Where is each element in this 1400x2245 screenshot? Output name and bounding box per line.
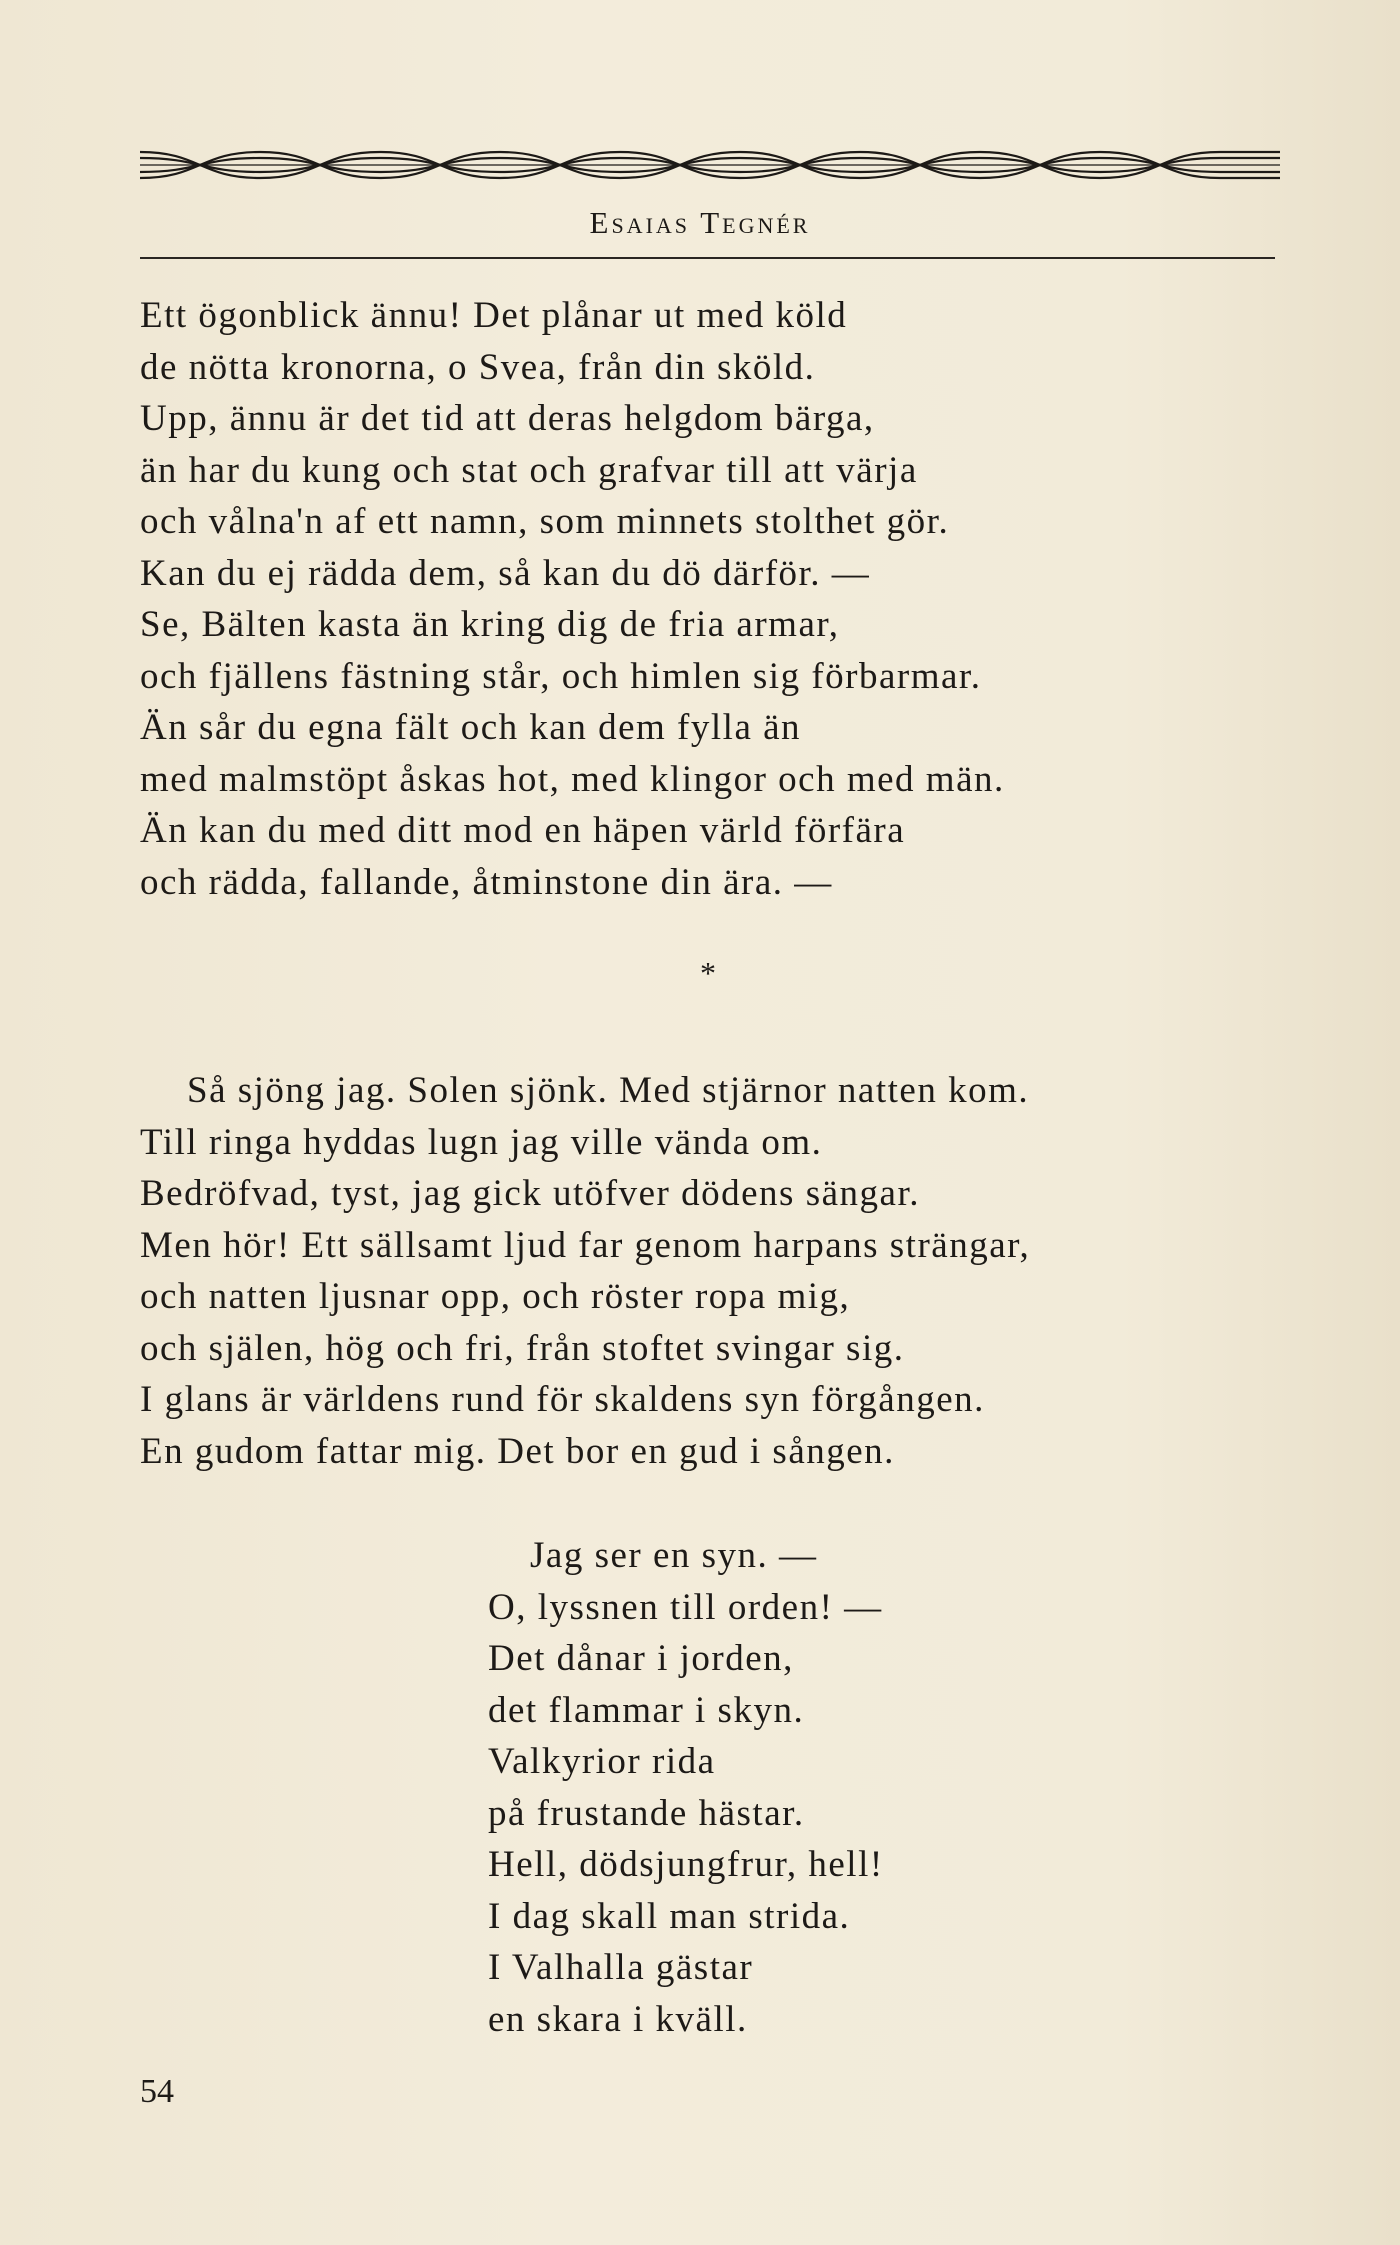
poem-line: på frustande hästar. [488, 1792, 805, 1834]
poem-line: Se, Bälten kasta än kring dig de fria armar, [140, 604, 840, 645]
decorative-border-ornament [140, 138, 1280, 188]
poem-line: Kan du ej rädda dem, så kan du dö därför. — [140, 552, 871, 594]
poem-line: Valkyrior rida [488, 1741, 716, 1782]
poem-line: Än sår du egna fält och kan dem fylla än [140, 707, 802, 748]
poem-line: än har du kung och stat och grafvar till att värja [140, 449, 918, 491]
poem-line: I Valhalla gästar [488, 1947, 754, 1988]
poem-line: Det dånar i jorden, [488, 1638, 794, 1679]
poem-line: O, lyssnen till orden! — [488, 1586, 883, 1628]
poem-line: Hell, dödsjungfrur, hell! [488, 1844, 884, 1885]
running-head: Esaias Tegnér [589, 205, 811, 240]
poem-stanza-3 [488, 1530, 884, 2045]
poem-stanza-2 [140, 1065, 1030, 1477]
poem-line: Men hör! Ett sällsamt ljud far genom harpans strängar, [140, 1224, 1031, 1266]
poem-line: det flammar i skyn. [488, 1689, 805, 1731]
poem-line: Jag ser en syn. — [530, 1535, 818, 1576]
page-number: 54 [140, 2073, 174, 2110]
poem-line: och natten ljusnar opp, och röster ropa mig, [140, 1276, 851, 1317]
header-rule [140, 257, 1275, 259]
poem-line: Bedröfvad, tyst, jag gick utöfver dödens sängar. [140, 1173, 920, 1214]
poem-line: och vålna'n af ett namn, som minnets stolthet gör. [140, 501, 950, 542]
section-separator: * [700, 955, 716, 991]
poem-line: Upp, ännu är det tid att deras helgdom bärga, [140, 398, 875, 439]
poem-line: I dag skall man strida. [488, 1895, 851, 1937]
poem-line: I glans är världens rund för skaldens syn förgången. [140, 1379, 985, 1420]
poem-line: med malmstöpt åskas hot, med klingor och med män. [140, 758, 1005, 800]
poem-line: och själen, hög och fri, från stoftet svingar sig. [140, 1327, 905, 1369]
poem-line: och rädda, fallande, åtminstone din ära. — [140, 861, 833, 903]
poem-stanza-1 [140, 290, 1005, 908]
poem-line: Så sjöng jag. Solen sjönk. Med stjärnor natten kom. [187, 1070, 1030, 1111]
poem-line: Ett ögonblick ännu! Det plånar ut med köld [140, 295, 848, 336]
poem-line: Till ringa hyddas lugn jag ville vända om. [140, 1121, 823, 1163]
poem-line: Än kan du med ditt mod en häpen värld förfära [140, 810, 906, 851]
poem-line: och fjällens fästning står, och himlen sig förbarmar. [140, 655, 982, 697]
poem-line: en skara i kväll. [488, 1998, 748, 2040]
poem-line: de nötta kronorna, o Svea, från din sköld. [140, 346, 816, 388]
poem-line: En gudom fattar mig. Det bor en gud i sången. [140, 1430, 895, 1472]
